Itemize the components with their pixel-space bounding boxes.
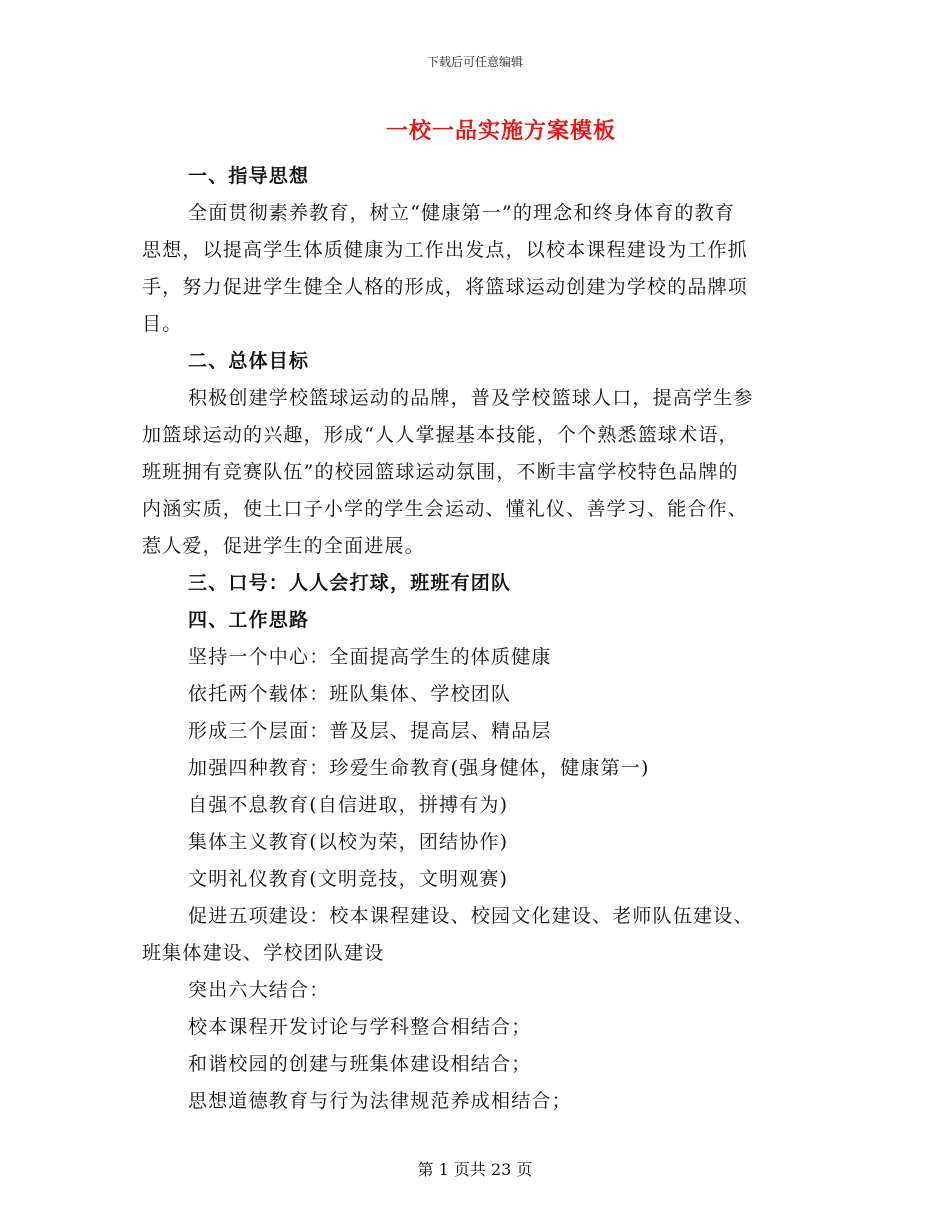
body-line: 班集体建设、学校团队建设 [142, 942, 385, 964]
body-line: 集体主义教育(以校为荣，团结协作) [188, 831, 509, 853]
body-line: 自强不息教育(自信进取，拼搏有为) [188, 794, 509, 816]
body-line: 惹人爱，促进学生的全面进展。 [142, 535, 425, 557]
body-line: 突出六大结合： [188, 979, 330, 1001]
body-line: 班班拥有竞赛队伍”的校园篮球运动氛围，不断丰富学校特色品牌的 [142, 461, 739, 483]
body-line: 加篮球运动的兴趣，形成“人人掌握基本技能，个个熟悉篮球术语， [142, 424, 739, 446]
body-line: 文明礼仪教育(文明竞技，文明观赛) [188, 868, 509, 890]
section-heading: 一、指导思想 [188, 165, 310, 187]
document-body [142, 158, 802, 1120]
document-title: 一校一品实施方案模板 [385, 118, 616, 144]
body-line: 手，努力促进学生健全人格的形成，将篮球运动创建为学校的品牌项 [142, 276, 749, 298]
body-line: 依托两个载体：班队集体、学校团队 [188, 683, 512, 705]
section-heading: 四、工作思路 [188, 609, 310, 631]
body-line: 思想，以提高学生体质健康为工作出发点，以校本课程建设为工作抓 [142, 239, 749, 261]
body-line: 思想道德教育与行为法律规范养成相结合； [188, 1090, 572, 1112]
section-heading: 二、总体目标 [188, 350, 310, 372]
body-line: 促进五项建设：校本课程建设、校园文化建设、老师队伍建设、 [188, 905, 754, 927]
body-line: 校本课程开发讨论与学科整合相结合； [188, 1016, 532, 1038]
body-line: 加强四种教育：珍爱生命教育(强身健体，健康第一) [188, 757, 650, 779]
header-note: 下载后可任意编辑 [426, 55, 523, 69]
body-line: 目。 [142, 313, 183, 335]
body-line: 坚持一个中心：全面提高学生的体质健康 [188, 646, 552, 668]
body-line: 和谐校园的创建与班集体建设相结合； [188, 1053, 532, 1075]
page-footer: 第 1 页共 23 页 [417, 1160, 533, 1179]
body-line: 积极创建学校篮球运动的品牌，普及学校篮球人口，提高学生参 [188, 387, 754, 409]
body-line: 形成三个层面：普及层、提高层、精品层 [188, 720, 552, 742]
section-heading: 三、口号：人人会打球，班班有团队 [188, 572, 512, 594]
body-line: 内涵实质，使土口子小学的学生会运动、懂礼仪、善学习、能合作、 [142, 498, 749, 520]
body-line: 全面贯彻素养教育，树立“健康第一”的理念和终身体育的教育 [188, 202, 736, 224]
